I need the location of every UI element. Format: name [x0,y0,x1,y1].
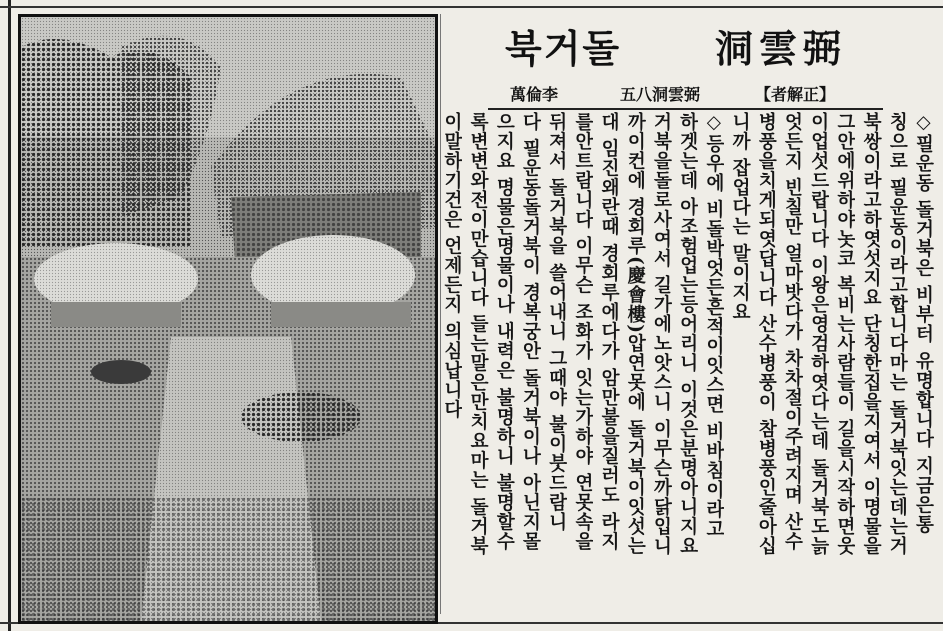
article-column: 록변변와전이만습니다 들는말은만치요마는 돌거북 [467,112,489,556]
byline-solver: 【者解正】 [755,85,836,104]
article-column: 니까 잡업다는 말이지요 [729,112,751,322]
article-photo [18,14,438,624]
article-column: ◇필운동 돌거북은 비부터 유명합니다 지금은통 [912,112,934,535]
article-column: 엇든지 빈칠만 얼마밧다가 차차절이주려지며 산수 [781,112,803,552]
byline-rule [488,108,883,110]
article-column: 병풍을치게되엿답니다 산수병풍이 참병풍인줄아십 [755,112,777,556]
article-column: 이업섯드랍니다 이왕은영검하엿다는데 돌거북도늙 [808,112,830,556]
article-column: 하겟는데 아조험업는등어리니 이것은분명아니지요 [677,112,699,556]
byline-source: 五八洞雲弼 [620,85,701,104]
page-border-top [0,6,943,8]
page-border-left [8,0,11,631]
headline-hangul: 북거돌 [505,26,622,71]
article-column: 다 필운동돌거북이 경복궁안 돌거북이나 아닌지몰 [519,112,541,552]
article-column: 대 임진왜란때 경회루에다가 암만불을질러도 라지 [598,112,620,552]
photo-stone-turtles [21,17,435,621]
article-column: 이말하기건은 언제든지 의심납니다 [441,112,463,420]
article-column: 그안에위하야놋코 복비는사람들이 길을시작하면웃 [834,112,856,556]
article-column: 북쌍이라고하엿섯지요 단칭한집을지여서 이명물을 [860,112,882,556]
byline-author: 萬倫李 [510,85,559,104]
headline-hanja: 洞雲弼 [715,26,848,71]
article-column: 까이컨에 경회루(慶會樓)압연못에 돌거북이잇섯는 [624,112,646,556]
article-body [440,112,940,620]
article-column: 거북을돌로사여서 길가에노앗스니 이무슨까닭입니 [650,112,672,556]
article-column: 를안트람니다 이무슨 조화가 잇는가하야 연못속을 [572,112,594,552]
article-column: 뒤져서 돌거북을 쓸어내니 그때야 불이붓드람니 [546,112,568,532]
headline [505,14,875,71]
article-column: 칭으로 필운동이라고합니다마는 돌거북잇는데는거 [886,112,908,556]
article-column: ◇등우에 비돌박엇든흔적이잇스면 비바침이라고 [703,112,725,539]
article-column: 으지요 명물은명물이나 내력은 불명하니 불명할수 [493,112,515,552]
byline [490,82,880,108]
